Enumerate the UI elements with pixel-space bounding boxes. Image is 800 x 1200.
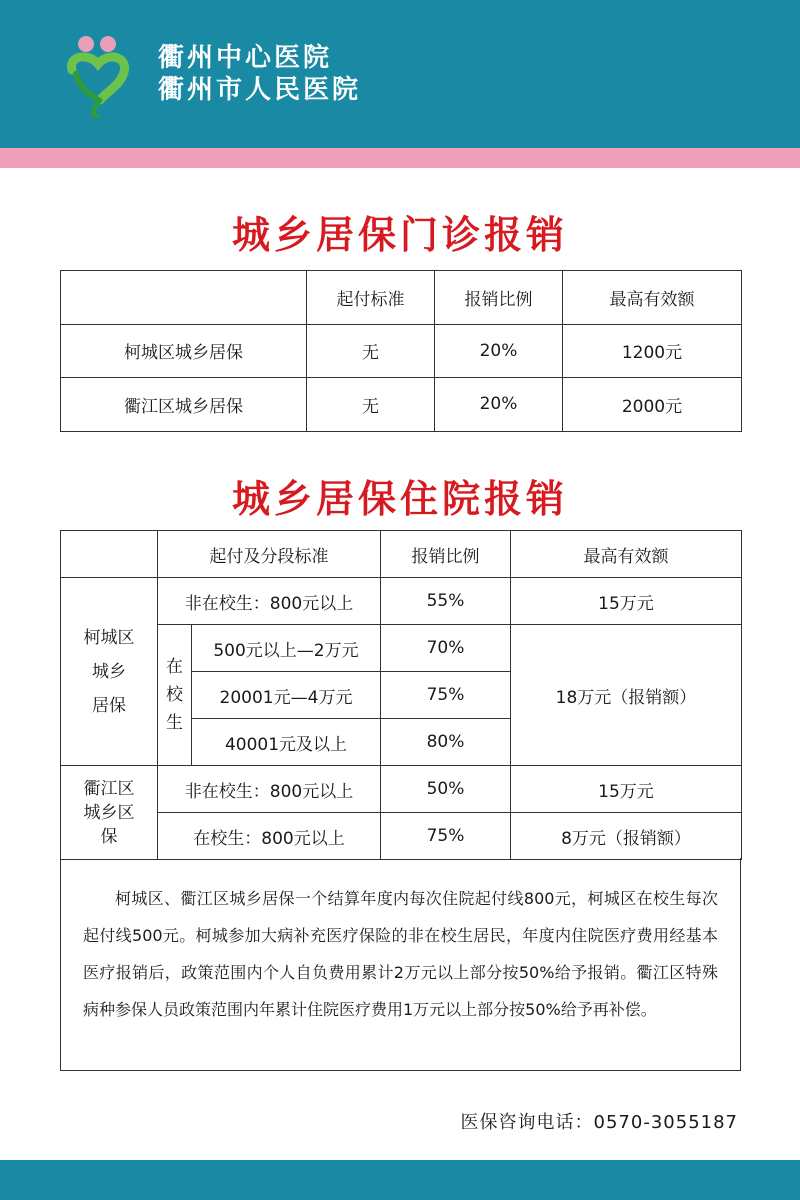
region-line: 保 xyxy=(100,826,118,847)
region-cell: 衢江区城乡居保 xyxy=(61,378,307,432)
ratio-cell: 50% xyxy=(381,766,511,813)
ratio-cell: 70% xyxy=(381,625,511,672)
criteria-cell: 非在校生：800元以上 xyxy=(158,766,381,813)
header-cell-empty xyxy=(61,531,158,578)
ratio-cell: 75% xyxy=(381,672,511,719)
max-cell: 1200元 xyxy=(563,324,742,378)
student-char: 校 xyxy=(166,685,183,705)
policy-note: 柯城区、衢江区城乡居保一个结算年度内每次住院起付线800元，柯城区在校生每次起付线500元。柯城参加大病补充医疗保险的非在校生居民，年度内住院医疗费用经基本医疗报销后，政策范围内个人自负费用累计2万元以上部分按50%给予报销。衢江区特殊病种参保人员政策范围内年累计住院医疗费用1万元以上部分按50%给予再补偿。 xyxy=(60,858,741,1071)
deductible-cell: 无 xyxy=(307,324,435,378)
hospital-name-2: 衢州市人民医院 xyxy=(158,75,362,105)
header-cell: 起付及分段标准 xyxy=(158,531,381,578)
criteria-cell: 非在校生：800元以上 xyxy=(158,578,381,625)
criteria-cell: 20001元—4万元 xyxy=(192,672,381,719)
max-cell: 15万元 xyxy=(511,766,742,813)
max-cell: 2000元 xyxy=(563,378,742,432)
table-row xyxy=(61,378,742,432)
student-char: 在 xyxy=(166,657,183,677)
max-cell: 8万元（报销额） xyxy=(511,813,742,860)
header-cell-empty xyxy=(61,271,307,325)
table-row xyxy=(61,625,742,672)
inpatient-table xyxy=(60,530,742,860)
outpatient-table xyxy=(60,270,742,432)
region-line: 城乡 xyxy=(92,661,126,682)
criteria-cell: 在校生：800元以上 xyxy=(158,813,381,860)
ratio-cell: 80% xyxy=(381,719,511,766)
ratio-cell: 55% xyxy=(381,578,511,625)
table-row xyxy=(61,813,742,860)
criteria-cell: 40001元及以上 xyxy=(192,719,381,766)
pink-band xyxy=(0,148,800,168)
region-line: 柯城区 xyxy=(83,627,135,648)
table-header-row xyxy=(61,531,742,578)
criteria-cell: 500元以上—2万元 xyxy=(192,625,381,672)
table-row xyxy=(61,324,742,378)
ratio-cell: 20% xyxy=(435,324,563,378)
region-line: 衢江区 xyxy=(83,778,135,799)
header-cell: 最高有效额 xyxy=(563,271,742,325)
student-label-cell xyxy=(158,625,192,766)
region-cell-kecheng xyxy=(61,578,158,766)
region-cell: 柯城区城乡居保 xyxy=(61,324,307,378)
student-char: 生 xyxy=(166,713,183,733)
inpatient-title: 城乡居保住院报销 xyxy=(231,477,568,521)
footer-bar xyxy=(0,1160,800,1200)
table-header-row xyxy=(61,271,742,325)
header-cell: 报销比例 xyxy=(435,271,563,325)
ratio-cell: 75% xyxy=(381,813,511,860)
table-row xyxy=(61,578,742,625)
region-cell-qujiang xyxy=(61,766,158,860)
table-row xyxy=(61,766,742,813)
hotline-text: 医保咨询电话：0570-3055187 xyxy=(460,1112,738,1133)
region-line: 城乡区 xyxy=(83,802,135,823)
header-cell: 最高有效额 xyxy=(511,531,742,578)
deductible-cell: 无 xyxy=(307,378,435,432)
region-line: 居保 xyxy=(92,695,126,716)
outpatient-title: 城乡居保门诊报销 xyxy=(231,213,568,257)
ratio-cell: 20% xyxy=(435,378,563,432)
hospital-logo-icon xyxy=(66,34,132,118)
hospital-names xyxy=(158,42,361,106)
max-cell: 15万元 xyxy=(511,578,742,625)
header-cell: 起付标准 xyxy=(307,271,435,325)
max-cell: 18万元（报销额） xyxy=(511,625,742,766)
header-cell: 报销比例 xyxy=(381,531,511,578)
hospital-name-1: 衢州中心医院 xyxy=(158,43,333,73)
